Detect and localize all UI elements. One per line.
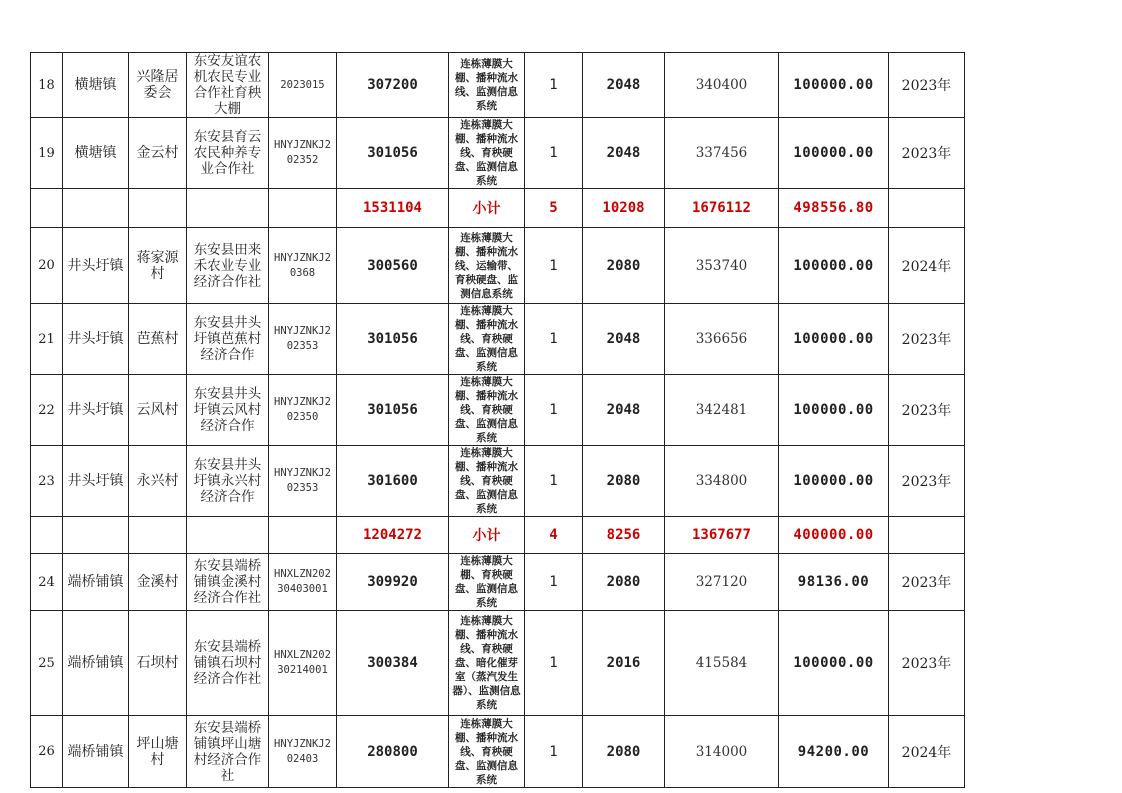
qty-cell: 1: [525, 716, 583, 788]
qty-cell: 1: [525, 118, 583, 189]
subsidy-cell: 100000.00: [779, 446, 889, 517]
table-body: [31, 53, 965, 788]
empty-cell: [63, 189, 129, 228]
empty-cell: [31, 517, 63, 554]
table-row: [31, 53, 965, 118]
town-cell: 端桥铺镇: [63, 611, 129, 716]
year-cell: 2024年: [889, 716, 965, 788]
desc-cell: 连栋薄膜大棚、播种流水线、监测信息系统: [449, 53, 525, 118]
subsidy-cell: 98136.00: [779, 554, 889, 611]
unit-cell: 东安县井头圩镇云风村经济合作: [187, 375, 269, 446]
subtotal-label-cell: 小计: [449, 189, 525, 228]
table-row: [31, 118, 965, 189]
empty-cell: [187, 189, 269, 228]
qty-cell: 1: [525, 611, 583, 716]
empty-cell: [31, 189, 63, 228]
area-cell: 2048: [583, 375, 665, 446]
no-cell: 18: [31, 53, 63, 118]
subsidy-cell: 100000.00: [779, 118, 889, 189]
empty-cell: [269, 517, 337, 554]
no-cell: 22: [31, 375, 63, 446]
desc-cell: 连栋薄膜大棚、播种流水线、育秧硬盘、监测信息系统: [449, 304, 525, 375]
subtotal-total-cell: 1676112: [665, 189, 779, 228]
year-cell: 2023年: [889, 53, 965, 118]
town-cell: 井头圩镇: [63, 228, 129, 304]
year-cell: 2023年: [889, 446, 965, 517]
area-cell: 2048: [583, 304, 665, 375]
total-cell: 334800: [665, 446, 779, 517]
no-cell: 23: [31, 446, 63, 517]
empty-cell: [269, 189, 337, 228]
code-cell: HNYJZNKJ202353: [269, 304, 337, 375]
table-row: [31, 554, 965, 611]
town-cell: 井头圩镇: [63, 304, 129, 375]
empty-cell: [63, 517, 129, 554]
subtotal-price-cell: 1531104: [337, 189, 449, 228]
total-cell: 337456: [665, 118, 779, 189]
price-cell: 301056: [337, 304, 449, 375]
unit-cell: 东安县端桥铺镇坪山塘村经济合作社: [187, 716, 269, 788]
desc-cell: 连栋薄膜大棚、播种流水线、育秧硬盘、监测信息系统: [449, 716, 525, 788]
village-cell: 金云村: [129, 118, 187, 189]
village-cell: 云风村: [129, 375, 187, 446]
code-cell: HNYJZNKJ202350: [269, 375, 337, 446]
unit-cell: 东安县井头圩镇永兴村经济合作: [187, 446, 269, 517]
code-cell: HNXLZN20230214001: [269, 611, 337, 716]
qty-cell: 1: [525, 53, 583, 118]
year-cell: 2023年: [889, 304, 965, 375]
year-cell: 2023年: [889, 611, 965, 716]
subtotal-subsidy-cell: 400000.00: [779, 517, 889, 554]
code-cell: HNYJZNKJ202403: [269, 716, 337, 788]
table-row: [31, 611, 965, 716]
empty-cell: [889, 189, 965, 228]
table-row: [31, 228, 965, 304]
price-cell: 309920: [337, 554, 449, 611]
total-cell: 327120: [665, 554, 779, 611]
empty-cell: [129, 189, 187, 228]
table-row: [31, 304, 965, 375]
empty-cell: [889, 517, 965, 554]
desc-cell: 连栋薄膜大棚、育秧硬盘、监测信息系统: [449, 554, 525, 611]
subtotal-qty-cell: 4: [525, 517, 583, 554]
no-cell: 25: [31, 611, 63, 716]
total-cell: 340400: [665, 53, 779, 118]
area-cell: 2016: [583, 611, 665, 716]
year-cell: 2023年: [889, 554, 965, 611]
code-cell: HNYJZNKJ202352: [269, 118, 337, 189]
no-cell: 20: [31, 228, 63, 304]
no-cell: 19: [31, 118, 63, 189]
area-cell: 2080: [583, 716, 665, 788]
subsidy-cell: 100000.00: [779, 375, 889, 446]
qty-cell: 1: [525, 375, 583, 446]
code-cell: HNYJZNKJ202353: [269, 446, 337, 517]
price-cell: 301056: [337, 375, 449, 446]
table-row: [31, 446, 965, 517]
table-row: [31, 375, 965, 446]
total-cell: 342481: [665, 375, 779, 446]
subsidy-cell: 100000.00: [779, 611, 889, 716]
village-cell: 坪山塘村: [129, 716, 187, 788]
town-cell: 端桥铺镇: [63, 716, 129, 788]
unit-cell: 东安县井头圩镇芭蕉村经济合作: [187, 304, 269, 375]
area-cell: 2080: [583, 446, 665, 517]
price-cell: 301600: [337, 446, 449, 517]
desc-cell: 连栋薄膜大棚、播种流水线、运输带、育秧硬盘、监测信息系统: [449, 228, 525, 304]
subsidy-cell: 100000.00: [779, 53, 889, 118]
town-cell: 井头圩镇: [63, 446, 129, 517]
qty-cell: 1: [525, 446, 583, 517]
subtotal-price-cell: 1204272: [337, 517, 449, 554]
price-cell: 307200: [337, 53, 449, 118]
price-cell: 300384: [337, 611, 449, 716]
code-cell: HNYJZNKJ20368: [269, 228, 337, 304]
area-cell: 2048: [583, 53, 665, 118]
year-cell: 2023年: [889, 375, 965, 446]
price-cell: 301056: [337, 118, 449, 189]
code-cell: HNXLZN20230403001: [269, 554, 337, 611]
unit-cell: 东安友谊农机农民专业合作社育秧大棚: [187, 53, 269, 118]
village-cell: 金溪村: [129, 554, 187, 611]
village-cell: 石坝村: [129, 611, 187, 716]
subtotal-row: [31, 517, 965, 554]
desc-cell: 连栋薄膜大棚、播种流水线、育秧硬盘、监测信息系统: [449, 375, 525, 446]
village-cell: 永兴村: [129, 446, 187, 517]
unit-cell: 东安县田来禾农业专业经济合作社: [187, 228, 269, 304]
village-cell: 蒋家源村: [129, 228, 187, 304]
area-cell: 2080: [583, 228, 665, 304]
unit-cell: 东安县端桥铺镇金溪村经济合作社: [187, 554, 269, 611]
subsidy-cell: 100000.00: [779, 304, 889, 375]
price-cell: 300560: [337, 228, 449, 304]
total-cell: 336656: [665, 304, 779, 375]
qty-cell: 1: [525, 228, 583, 304]
area-cell: 2080: [583, 554, 665, 611]
subsidy-cell: 94200.00: [779, 716, 889, 788]
no-cell: 26: [31, 716, 63, 788]
empty-cell: [187, 517, 269, 554]
desc-cell: 连栋薄膜大棚、播种流水线、育秧硬盘、监测信息系统: [449, 118, 525, 189]
year-cell: 2024年: [889, 228, 965, 304]
town-cell: 横塘镇: [63, 118, 129, 189]
subtotal-area-cell: 8256: [583, 517, 665, 554]
qty-cell: 1: [525, 304, 583, 375]
no-cell: 24: [31, 554, 63, 611]
town-cell: 井头圩镇: [63, 375, 129, 446]
village-cell: 兴隆居委会: [129, 53, 187, 118]
subsidy-cell: 100000.00: [779, 228, 889, 304]
no-cell: 21: [31, 304, 63, 375]
village-cell: 芭蕉村: [129, 304, 187, 375]
town-cell: 横塘镇: [63, 53, 129, 118]
subtotal-qty-cell: 5: [525, 189, 583, 228]
subtotal-total-cell: 1367677: [665, 517, 779, 554]
empty-cell: [129, 517, 187, 554]
subtotal-row: [31, 189, 965, 228]
qty-cell: 1: [525, 554, 583, 611]
town-cell: 端桥铺镇: [63, 554, 129, 611]
price-cell: 280800: [337, 716, 449, 788]
unit-cell: 东安县端桥铺镇石坝村经济合作社: [187, 611, 269, 716]
unit-cell: 东安县育云农民种养专业合作社: [187, 118, 269, 189]
total-cell: 353740: [665, 228, 779, 304]
desc-cell: 连栋薄膜大棚、播种流水线、育秧硬盘、监测信息系统: [449, 446, 525, 517]
subtotal-subsidy-cell: 498556.80: [779, 189, 889, 228]
total-cell: 314000: [665, 716, 779, 788]
subsidy-table: [30, 52, 965, 788]
total-cell: 415584: [665, 611, 779, 716]
code-cell: 2023015: [269, 53, 337, 118]
area-cell: 2048: [583, 118, 665, 189]
table-row: [31, 716, 965, 788]
year-cell: 2023年: [889, 118, 965, 189]
desc-cell: 连栋薄膜大棚、播种流水线、育秧硬盘、暗化催芽室（蒸汽发生器）、监测信息系统: [449, 611, 525, 716]
subtotal-label-cell: 小计: [449, 517, 525, 554]
subtotal-area-cell: 10208: [583, 189, 665, 228]
